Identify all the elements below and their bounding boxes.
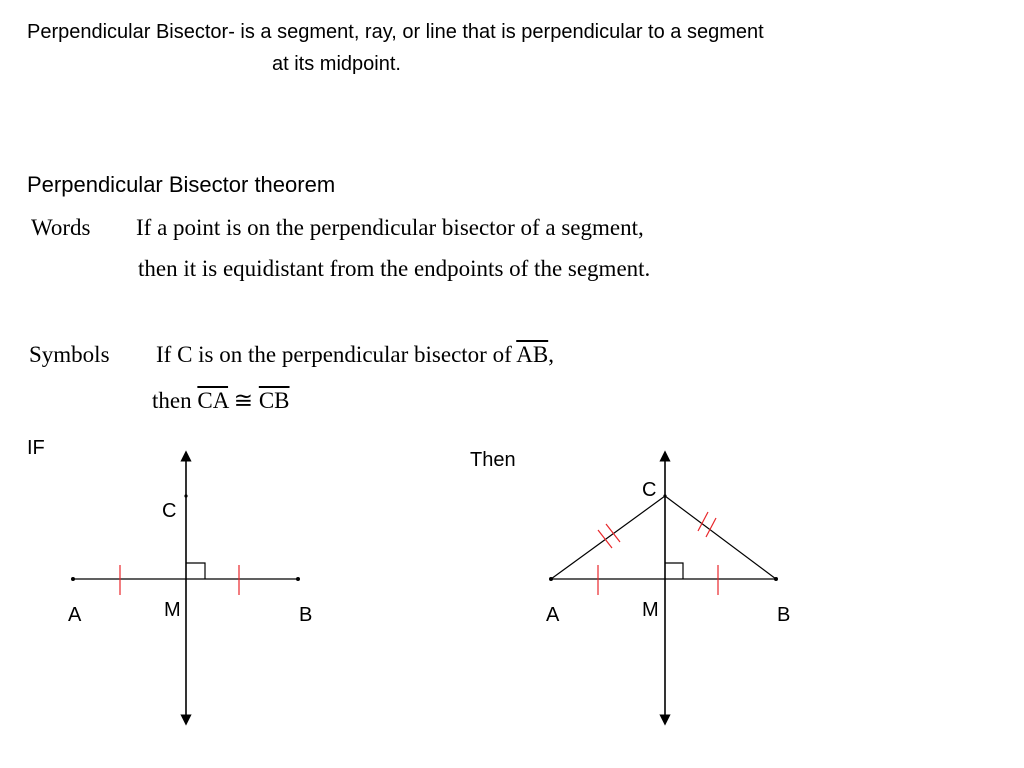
if-caption: IF [27,437,45,459]
congruent-symbol: ≅ [233,388,254,413]
segment-cb: $\overline{CB}$ [258,388,290,413]
if-figure [71,456,300,720]
segment-ab: $\overline{AB}$ [516,342,549,367]
then-label-b: B [777,604,791,626]
if-point-c [184,494,187,497]
then-right-angle-mark [665,563,683,579]
then-figure [549,456,778,720]
then-caption: Then [470,449,516,471]
words-line-2: then it is equidistant from the endpoints of the segment. [138,256,651,281]
then-segment-ca [551,496,665,579]
then-segment-cb [665,496,776,579]
then-label-c: C [642,479,657,501]
symbols-line-1-suffix: , [548,342,554,367]
then-label-m: M [642,599,659,621]
symbols-label: Symbols [29,342,110,367]
then-point-c [663,494,666,497]
symbols-line-1-prefix: If C is on the perpendicular bisector of [156,342,512,367]
if-point-a [71,577,75,581]
then-hash-ca-1 [598,530,612,548]
words-label: Words [31,215,91,240]
then-hash-ca-2 [606,524,620,542]
definition-line-1: Perpendicular Bisector- is a segment, ray, or line that is perpendicular to a segment [27,21,764,43]
theorem-title: Perpendicular Bisector theorem [27,172,336,197]
segment-ca: $\overline{CA}$ [197,388,229,413]
definition-line-2: at its midpoint. [272,53,401,75]
if-label-a: A [68,604,82,626]
symbols-line-2-prefix: then [152,388,192,413]
if-point-b [296,577,300,581]
if-label-b: B [299,604,313,626]
words-line-1: If a point is on the perpendicular bisector of a segment, [136,215,644,240]
if-right-angle-mark [186,563,205,579]
if-label-c: C [162,500,177,522]
if-label-m: M [164,599,181,621]
then-label-a: A [546,604,560,626]
